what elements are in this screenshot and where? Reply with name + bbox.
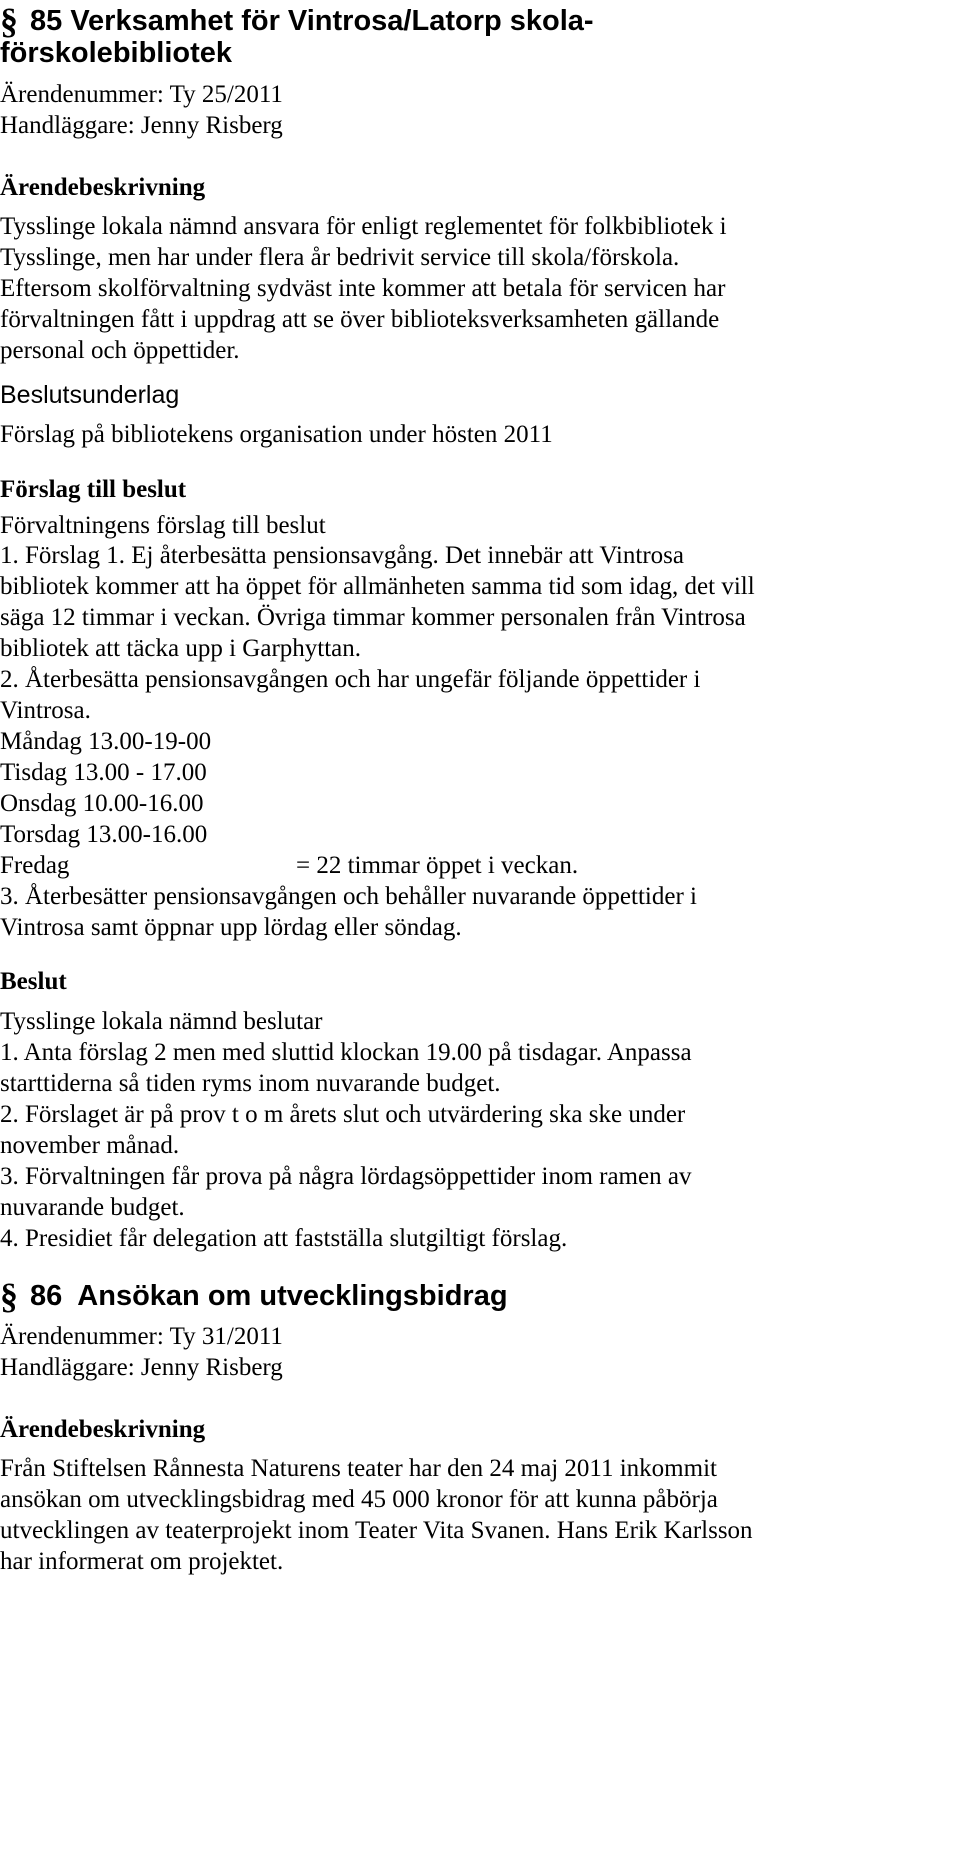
description-line: Eftersom skolförvaltning sydväst inte kommer att betala för servicen har <box>0 275 726 302</box>
section-86-title-text: 86 Ansökan om utvecklingsbidrag <box>30 1280 508 1312</box>
opening-hours-friday <box>0 851 578 881</box>
case-handler: Handläggare: Jenny Risberg <box>0 112 283 139</box>
decision-line: Tysslinge lokala nämnd beslutar <box>0 1008 323 1035</box>
section-86-title <box>0 1276 508 1316</box>
proposal-line: säga 12 timmar i veckan. Övriga timmar kommer personalen från Vintrosa <box>0 604 746 631</box>
description-heading: Ärendebeskrivning <box>0 174 206 201</box>
proposal-subheading: Förvaltningens förslag till beslut <box>0 512 326 539</box>
proposal-heading: Förslag till beslut <box>0 476 187 503</box>
section-85-title-line-1: 85 Verksamhet för Vintrosa/Latorp skola- <box>30 5 594 37</box>
case-number: Ärendenummer: Ty 25/2011 <box>0 81 283 108</box>
description-line: personal och öppettider. <box>0 337 240 364</box>
decision-line: november månad. <box>0 1132 180 1159</box>
friday-label: Fredag <box>0 852 70 879</box>
basis-text: Förslag på bibliotekens organisation under hösten 2011 <box>0 421 553 448</box>
proposal-line: 3. Återbesätter pensionsavgången och behåller nuvarande öppettider i <box>0 883 697 910</box>
description-line: Tysslinge, men har under flera år bedrivit service till skola/förskola. <box>0 244 680 271</box>
description-line: förvaltningen fått i uppdrag att se över biblioteksverksamheten gällande <box>0 306 720 333</box>
opening-hours-tuesday: Tisdag 13.00 - 17.00 <box>0 759 207 786</box>
opening-hours-monday: Måndag 13.00-19-00 <box>0 728 212 755</box>
section-symbol: § <box>0 1 18 41</box>
proposal-line: 1. Förslag 1. Ej återbesätta pensionsavgång. Det innebär att Vintrosa <box>0 542 684 569</box>
decision-line: 1. Anta förslag 2 men med sluttid klockan 19.00 på tisdagar. Anpassa <box>0 1039 692 1066</box>
description-line: utvecklingen av teaterprojekt inom Teater Vita Svanen. Hans Erik Karlsson <box>0 1517 753 1544</box>
proposal-line: 2. Återbesätta pensionsavgången och har ungefär följande öppettider i <box>0 666 701 693</box>
decision-line: nuvarande budget. <box>0 1194 185 1221</box>
opening-hours-wednesday: Onsdag 10.00-16.00 <box>0 790 204 817</box>
proposal-line: Vintrosa samt öppnar upp lördag eller söndag. <box>0 914 462 941</box>
basis-heading: Beslutsunderlag <box>0 381 180 409</box>
description-line: har informerat om projektet. <box>0 1548 284 1575</box>
proposal-line: bibliotek kommer att ha öppet för allmänheten samma tid som idag, det vill <box>0 573 755 600</box>
description-line: Från Stiftelsen Rånnesta Naturens teater har den 24 maj 2011 inkommit <box>0 1455 717 1482</box>
description-heading: Ärendebeskrivning <box>0 1416 206 1443</box>
friday-total: = 22 timmar öppet i veckan. <box>296 852 579 879</box>
description-line: Tysslinge lokala nämnd ansvara för enligt reglementet för folkbibliotek i <box>0 213 727 240</box>
decision-line: starttiderna så tiden ryms inom nuvarande budget. <box>0 1070 501 1097</box>
opening-hours-thursday: Torsdag 13.00-16.00 <box>0 821 208 848</box>
proposal-line: bibliotek att täcka upp i Garphyttan. <box>0 635 362 662</box>
description-line: ansökan om utvecklingsbidrag med 45 000 kronor för att kunna påbörja <box>0 1486 718 1513</box>
decision-line: 2. Förslaget är på prov t o m årets slut och utvärdering ska ske under <box>0 1101 686 1128</box>
section-symbol: § <box>0 1276 18 1316</box>
section-85-title <box>0 1 594 41</box>
section-85-title-line-2: förskolebibliotek <box>0 37 233 69</box>
proposal-line: Vintrosa. <box>0 697 91 724</box>
decision-line: 3. Förvaltningen får prova på några lördagsöppettider inom ramen av <box>0 1163 692 1190</box>
decision-line: 4. Presidiet får delegation att fastställa slutgiltigt förslag. <box>0 1225 568 1252</box>
case-number: Ärendenummer: Ty 31/2011 <box>0 1323 283 1350</box>
decision-heading: Beslut <box>0 968 67 995</box>
case-handler: Handläggare: Jenny Risberg <box>0 1354 283 1381</box>
